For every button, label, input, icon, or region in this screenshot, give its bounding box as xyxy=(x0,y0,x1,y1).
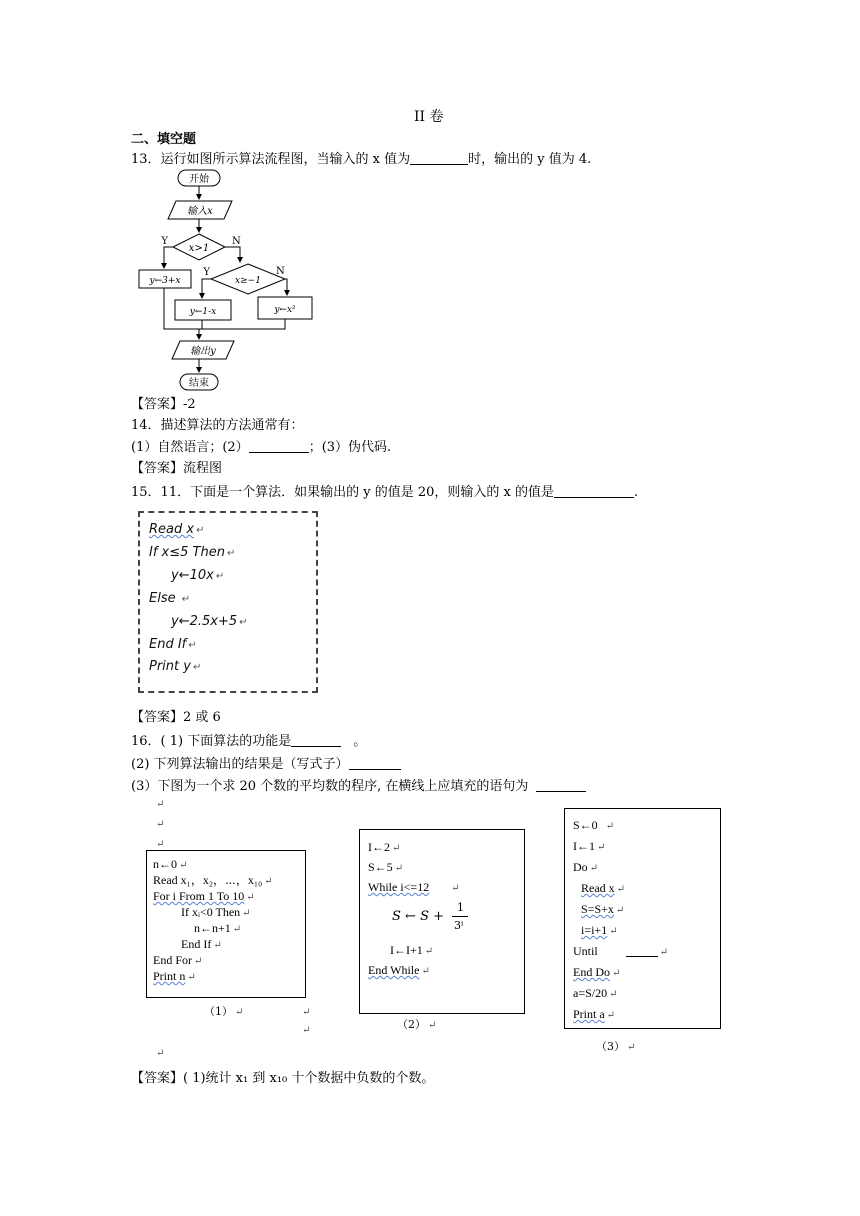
q15-blank[interactable] xyxy=(554,485,634,498)
box2-formula: S ← S + xyxy=(392,909,444,924)
return-mark: ↵ xyxy=(156,799,165,810)
flowchart xyxy=(130,164,330,394)
box3-line: S=S+x ↵ xyxy=(581,902,625,916)
question-16-part3 xyxy=(131,779,586,793)
box3-line: S←0 ↵ xyxy=(573,818,615,832)
box3-line: Read x ↵ xyxy=(581,881,626,895)
box2-line: S←5 ↵ xyxy=(368,860,404,874)
q15-text-before: 15．11．下面是一个算法．如果输出的 y 的值是 20，则输入的 x 的值是 xyxy=(131,485,554,500)
box3-line: Until ↵ xyxy=(573,944,669,958)
q15-code-line: Read x ↵ xyxy=(149,522,205,537)
box1-line: n←0 ↵ xyxy=(153,857,188,871)
box2-fraction-denominator: 3ⁱ xyxy=(454,919,464,932)
q15-code-line: Print y ↵ xyxy=(149,659,202,674)
q16-blank-2[interactable] xyxy=(349,757,401,770)
box2-line: While i<=12 ↵ xyxy=(368,880,460,894)
cond2-label: x≥−1 xyxy=(235,276,261,286)
q14-line-after: ；(3）伪代码. xyxy=(308,440,392,455)
q14-options xyxy=(131,440,391,454)
return-mark: ↵ xyxy=(156,1048,165,1059)
q13-blank[interactable] xyxy=(410,152,468,165)
box2-fraction-bar xyxy=(452,916,468,917)
q16-line1-after: 。 xyxy=(353,734,367,749)
box3-line: End Do ↵ xyxy=(573,965,621,979)
output-label: 输出y xyxy=(190,346,216,357)
yes-label-2: Y xyxy=(203,267,210,278)
return-mark: ↵ xyxy=(302,1007,311,1018)
box3-line: i=i+1 ↵ xyxy=(581,923,618,937)
q16-answer: 【答案】( 1)统计 x₁ 到 x₁₀ 十个数据中负数的个数。 xyxy=(131,1071,435,1086)
cond1-label: x>1 xyxy=(188,243,210,254)
left-assign-label: y←3+x xyxy=(149,276,181,286)
question-15 xyxy=(131,485,638,499)
section-title: 二、填空题 xyxy=(131,132,197,147)
return-mark: ↵ xyxy=(156,819,165,830)
box3-line: a=S/20 ↵ xyxy=(573,986,618,1000)
box1-line: End For ↵ xyxy=(153,953,203,967)
no-label-2: N xyxy=(276,266,285,277)
q13-text-after: 时，输出的 y 值为 4. xyxy=(468,152,592,167)
q14-blank[interactable] xyxy=(249,440,309,453)
return-mark: ↵ xyxy=(302,1025,311,1036)
box2-line: I←I+1 ↵ xyxy=(390,943,434,957)
question-16-part1 xyxy=(131,734,366,748)
q16-blank-1[interactable] xyxy=(291,734,341,747)
q16-line3: (3）下图为一个求 20 个数的平均数的程序, 在横线上应填充的语句为 xyxy=(131,779,529,794)
box1-line: Read x₁，x₂，⋯，x₁₀ ↵ xyxy=(153,873,273,887)
box2-line: End While ↵ xyxy=(368,963,430,977)
q14-answer: 【答案】流程图 xyxy=(131,461,223,476)
return-mark: ↵ xyxy=(156,839,165,850)
box1-line: End If ↵ xyxy=(181,937,222,951)
q15-code-line: Else ↵ xyxy=(149,591,191,606)
input-label: 输入x xyxy=(187,206,213,217)
box1-caption: （1） ↵ xyxy=(204,1005,244,1018)
box1-line: If xᵢ<0 Then ↵ xyxy=(181,905,251,919)
box1-line: n←n+1 ↵ xyxy=(194,921,242,935)
q15-code-line: y←2.5x+5 ↵ xyxy=(171,614,248,629)
q15-code-line: End If ↵ xyxy=(149,637,197,652)
mid-assign-label: y←1-x xyxy=(189,307,217,317)
q15-answer: 【答案】2 或 6 xyxy=(131,710,221,725)
box3-line: Do ↵ xyxy=(573,860,599,874)
no-label-1: N xyxy=(232,236,241,247)
question-14: 14．描述算法的方法通常有： xyxy=(131,418,304,433)
box2-fraction-numerator: 1 xyxy=(457,901,464,914)
box3-caption: （3） ↵ xyxy=(596,1040,636,1053)
yes-label-1: Y xyxy=(161,236,168,247)
page-title: II 卷 xyxy=(414,109,444,125)
box3-line: I←1 ↵ xyxy=(573,839,606,853)
start-label: 开始 xyxy=(189,174,209,185)
q16-blank-3[interactable] xyxy=(536,779,586,792)
q15-code-line: y←10x ↵ xyxy=(171,568,225,583)
q15-text-after: . xyxy=(633,485,639,500)
q15-code-line: If x≤5 Then ↵ xyxy=(149,545,236,560)
q13-answer: 【答案】-2 xyxy=(131,397,196,412)
box1-line: For i From 1 To 10 ↵ xyxy=(153,889,255,903)
box3-line: Print a ↵ xyxy=(573,1007,616,1021)
question-16-part2 xyxy=(131,757,401,771)
box2-caption: （2） ↵ xyxy=(397,1018,437,1031)
box1-line: Print n ↵ xyxy=(153,969,196,983)
q14-line-before: (1）自然语言；(2） xyxy=(131,440,249,455)
box2-line: I←2 ↵ xyxy=(368,840,401,854)
end-label: 结束 xyxy=(189,378,209,389)
right-assign-label: y←x² xyxy=(274,305,296,315)
q16-line2: (2) 下列算法输出的结果是（写式子） xyxy=(131,757,349,772)
q13-text-before: 13．运行如图所示算法流程图，当输入的 x 值为 xyxy=(131,152,411,167)
box3-blank[interactable] xyxy=(626,946,658,957)
q16-line1-before: 16．( 1) 下面算法的功能是 xyxy=(131,734,292,749)
